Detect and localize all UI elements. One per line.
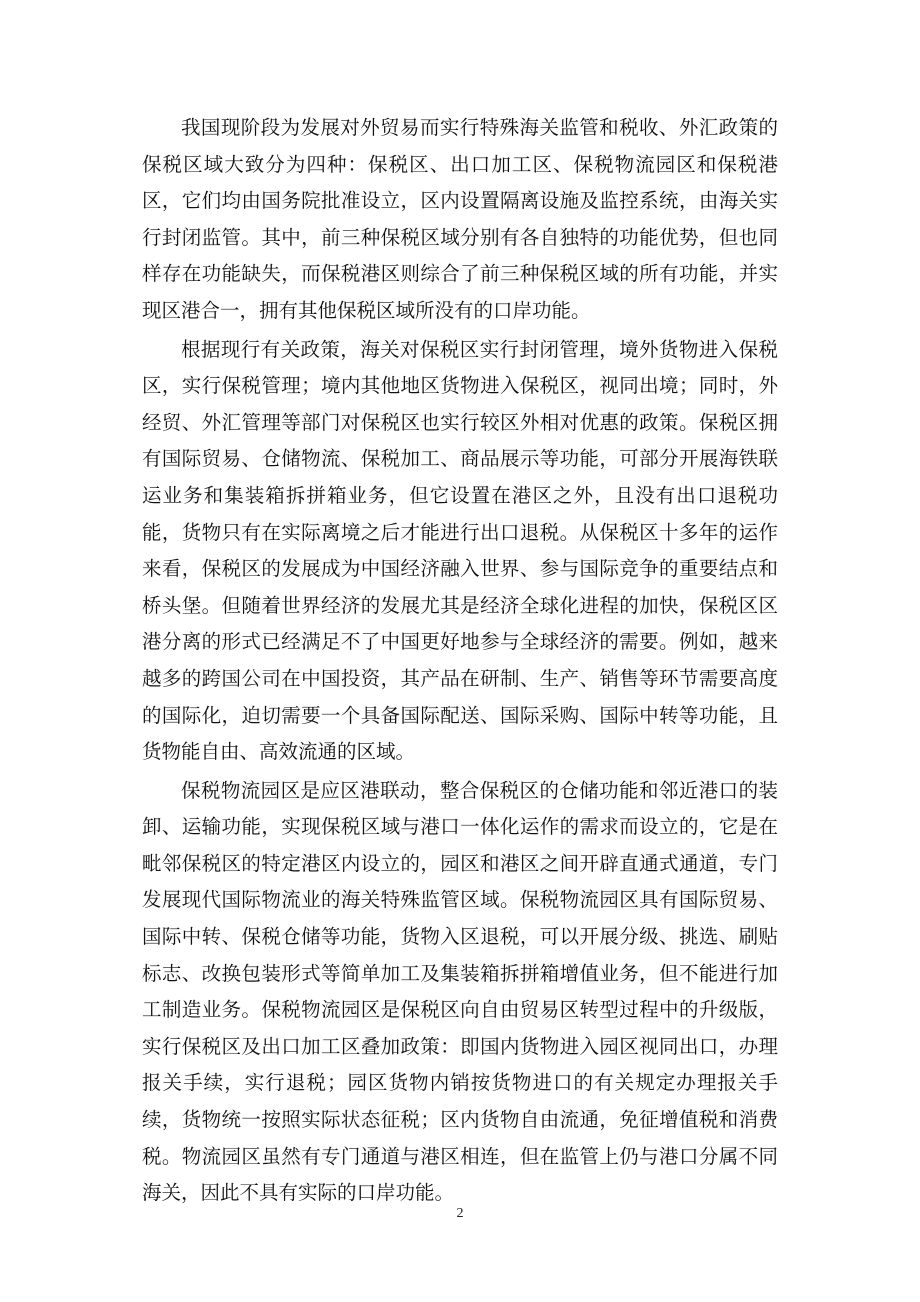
- paragraph-bonded-zone-types: 我国现阶段为发展对外贸易而实行特殊海关监管和税收、外汇政策的保税区域大致分为四种：保税区、出口加工区、保税物流园区和保税港区，它们均由国务院批准设立，区内设置隔离设施及监控系统，由海关实行封闭监管。其中，前三种保税区域分别有各自独特的功能优势，但也同样存在功能缺失，而保税港区则综合了前三种保税区域的所有功能，并实现区港合一，拥有其他保税区域所没有的口岸功能。: [142, 116, 778, 322]
- paragraph-bonded-logistics-park: 保税物流园区是应区港联动，整合保税区的仓储功能和邻近港口的装卸、运输功能，实现保税区域与港口一体化运作的需求而设立的，它是在毗邻保税区的特定港区内设立的，园区和港区之间开辟直通式通道，专门发展现代国际物流业的海关特殊监管区域。保税物流园区具有国际贸易、国际中转、保税仓储等功能，货物入区退税，可以开展分级、挑选、刷贴标志、改换包装形式等简单加工及集装箱拆拼箱增值业务，但不能进行加工制造业务。保税物流园区是保税区向自由贸易区转型过程中的升级版，实行保税区及出口加工区叠加政策：即国内货物进入园区视同出口，办理报关手续，实行退税；园区货物内销按货物进口的有关规定办理报关手续，货物统一按照实际状态征税；区内货物自由流通，免征增值税和消费税。物流园区虽然有专门通道与港区相连，但在监管上仍与港口分属不同海关，因此不具有实际的口岸功能。: [142, 778, 778, 1205]
- paragraph-bonded-zone-policy: 根据现行有关政策，海关对保税区实行封闭管理，境外货物进入保税区，实行保税管理；境内其他地区货物进入保税区，视同出境；同时，外经贸、外汇管理等部门对保税区也实行较区外相对优惠的政策。保税区拥有国际贸易、仓储物流、保税加工、商品展示等功能，可部分开展海铁联运业务和集装箱拆拼箱业务，但它设置在港区之外，且没有出口退税功能，货物只有在实际离境之后才能进行出口退税。从保税区十多年的运作来看，保税区的发展成为中国经济融入世界、参与国际竞争的重要结点和桥头堡。但随着世界经济的发展尤其是经济全球化进程的加快，保税区区港分离的形式已经满足不了中国更好地参与全球经济的需要。例如，越来越多的跨国公司在中国投资，其产品在研制、生产、销售等环节需要高度的国际化，迫切需要一个具备国际配送、国际采购、国际中转等功能，且货物能自由、高效流通的区域。: [142, 337, 778, 764]
- page-number: 2: [456, 1206, 464, 1221]
- document-body: [142, 110, 778, 1214]
